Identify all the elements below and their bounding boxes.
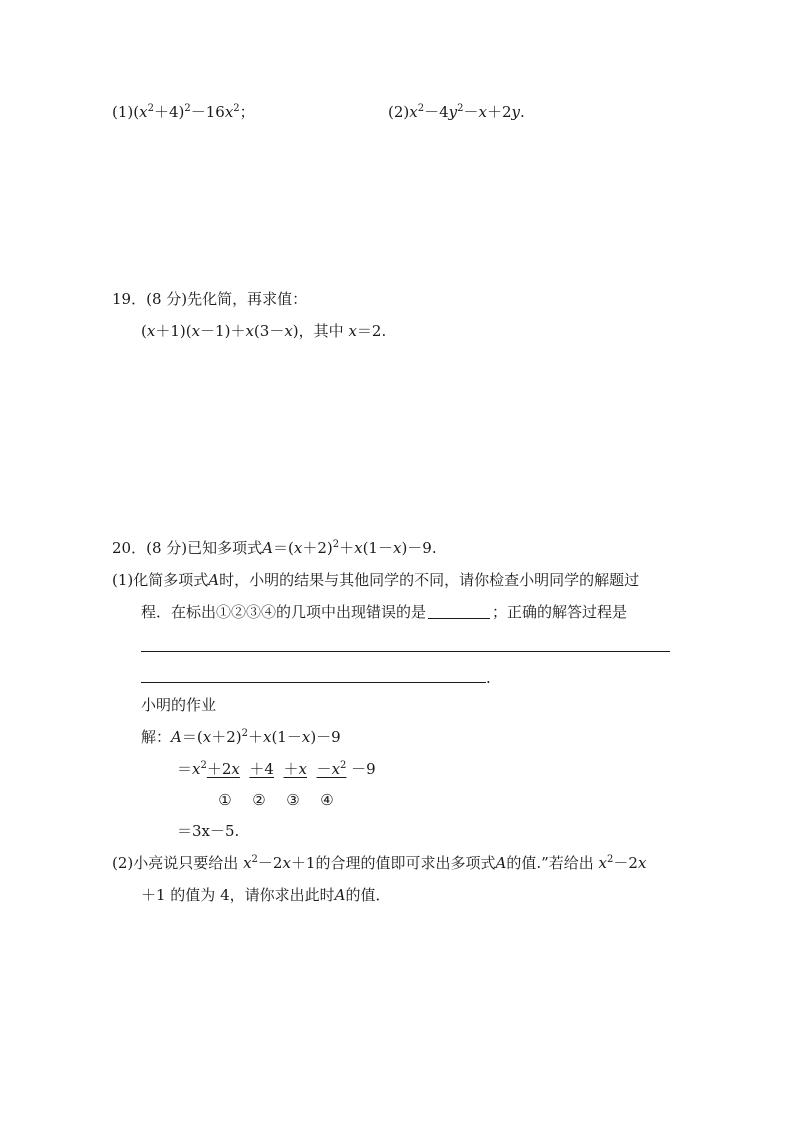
- solution-result: ＝3x－5.: [177, 822, 240, 840]
- q20-part2-line2: [141, 885, 390, 905]
- q20-given: 已知多项式: [187, 539, 263, 557]
- q18-part1-label: (1): [112, 103, 134, 121]
- solution-label: 解：: [141, 728, 172, 746]
- marker-4: ④: [320, 791, 334, 809]
- q20-part2-expression: $x^2-2x+1$: [243, 854, 316, 872]
- answer-line-2[interactable]: [141, 682, 486, 683]
- term-markers: [208, 790, 344, 810]
- homework-title: 小明的作业: [141, 696, 217, 714]
- q19-where: ，其中: [298, 322, 344, 340]
- q20-part2-text-c: 的合理的值即可求出多项式: [315, 854, 496, 872]
- q20-part2-line1: [112, 853, 646, 873]
- q19-variable: x: [348, 322, 357, 340]
- q20-part2-var-a: A: [495, 854, 507, 872]
- q20-part2-label: (2): [112, 854, 134, 872]
- q20-part2-text-e: ＋1 的值为 4，请你求出此时: [141, 886, 335, 904]
- answer-line-1[interactable]: [141, 651, 670, 652]
- marker-1: ①: [218, 791, 232, 809]
- marker-2: ②: [252, 791, 266, 809]
- q19-heading: [112, 289, 307, 309]
- q19-instruction: 先化简，再求值：: [187, 290, 308, 308]
- q18-part1: [112, 102, 255, 122]
- term-4: $-x^2$: [316, 760, 347, 778]
- term-1: ＋2x: [206, 760, 240, 778]
- q20-score: (8 分): [146, 539, 188, 557]
- q19-number: 19．: [112, 290, 147, 308]
- answer-blank[interactable]: [428, 604, 490, 619]
- q20-part1-text-b: 时，小明的结果与其他同学的不同，请你检查小明同学的解题过: [219, 571, 640, 589]
- q19-value: ＝2.: [356, 322, 387, 340]
- q20-part2-text-a: 小亮说: [133, 854, 179, 872]
- q19-expression-line: [141, 321, 386, 341]
- solution-line-2: $=x^2+2x +4 +x -x^2 -9$: [177, 760, 376, 778]
- q20-part1-text-a: 化简多项式: [133, 571, 209, 589]
- q20-part2-var-a2: A: [334, 886, 346, 904]
- solution-expression: $A=(x+2)^2+x(1-x)-9$: [171, 728, 341, 746]
- marker-3: ③: [286, 791, 300, 809]
- q20-part2-expression-2: $x^2-2x$: [598, 854, 647, 872]
- answer-line-period: .: [486, 669, 491, 687]
- q20-part2-text-b: 只要给出: [178, 854, 239, 872]
- solution-line-1: [141, 727, 341, 747]
- q20-part2-text-f: 的值．: [345, 886, 391, 904]
- q20-part1-text-c: 程．在标出①②③④的几项中出现错误的是: [141, 603, 427, 621]
- q19-expression: (x＋1)(x－1)＋x(3－x): [141, 322, 299, 340]
- q18-part1-expression: $(x^2+4)^2-16x^2$；: [133, 103, 255, 121]
- q18-part2-expression: $x^2-4y^2-x+2y$.: [409, 103, 525, 121]
- q20-heading: [112, 538, 437, 558]
- q20-polynomial: $A=(x+2)^2+x(1-x)-9$.: [262, 539, 437, 557]
- term-3: ＋x: [283, 760, 307, 778]
- q20-part1-line1: [112, 570, 639, 590]
- q20-var-a: A: [208, 571, 220, 589]
- term-2: ＋4: [249, 760, 274, 778]
- q18-part2: [388, 102, 525, 122]
- q20-part1-text-d: ；正确的解答过程是: [492, 603, 628, 621]
- q20-part1-label: (1): [112, 571, 134, 589]
- q18-part2-label: (2): [388, 103, 410, 121]
- q20-part1-line2: [141, 602, 627, 622]
- q20-part2-text-d: 的值.”若给出: [506, 854, 594, 872]
- q19-score: (8 分): [146, 290, 188, 308]
- q20-number: 20．: [112, 539, 147, 557]
